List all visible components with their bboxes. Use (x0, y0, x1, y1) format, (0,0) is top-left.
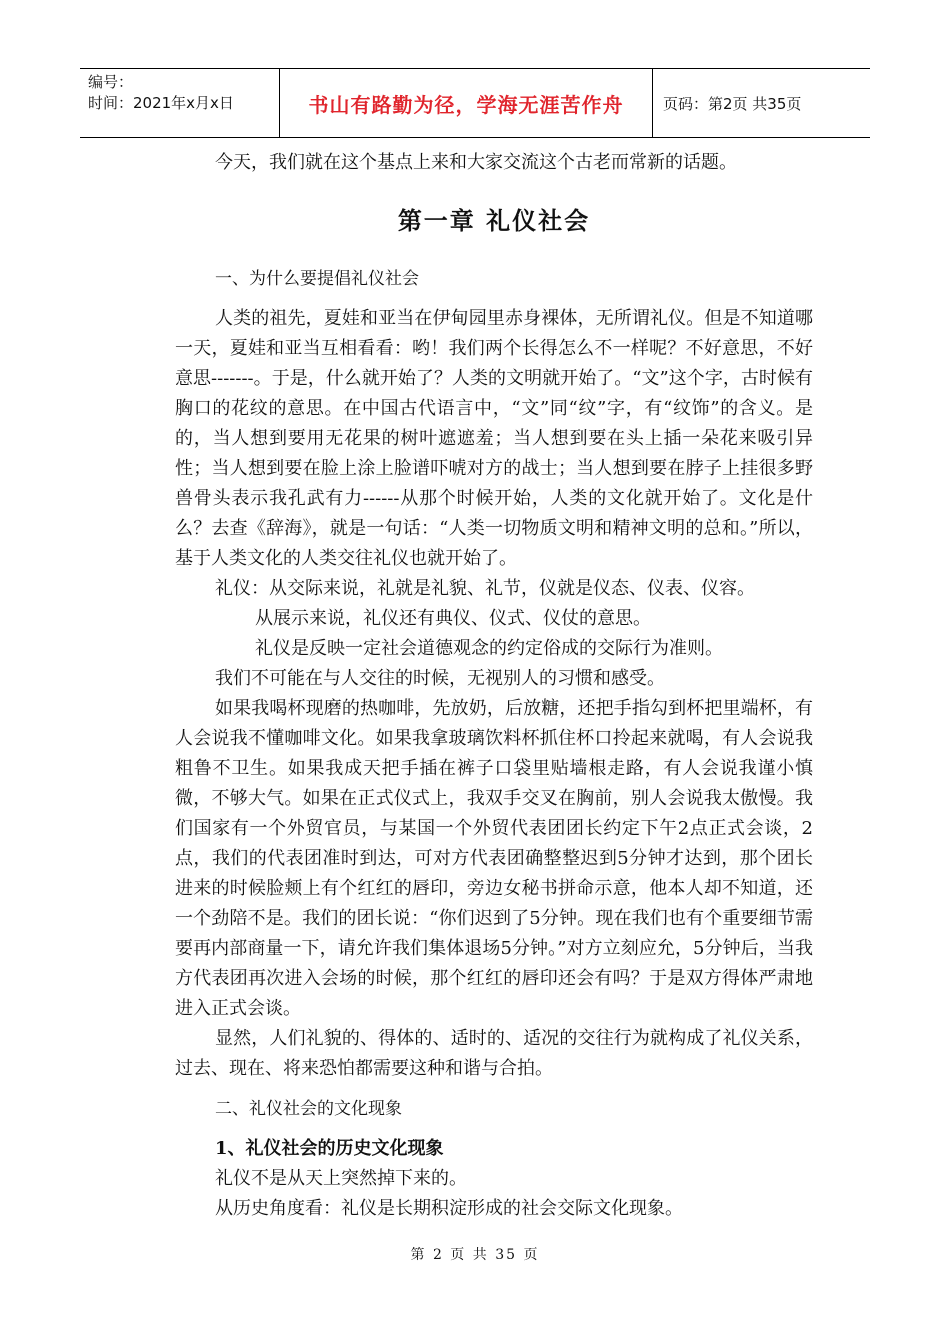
section-heading: 一、为什么要提倡礼仪社会 (215, 269, 419, 289)
document-body (175, 148, 813, 1224)
paragraph: 人类的祖先，夏娃和亚当在伊甸园里赤身裸体，无所谓礼仪。但是不知道哪一天，夏娃和亚当互相看看：哟！我们两个长得怎么不一样呢？不好意思，不好意思-------。于是，什么就开始了？人类的文明就开始了。“文”这个字，古时候有胸口的花纹的意思。在中国古代语言中，“文”同“纹”字，有“纹饰”的含义。是的，当人想到要用无花果的树叶遮遮羞；当人想到要在头上插一朵花来吸引异性；当人想到要在脸上涂上脸谱吓唬对方的战士；当人想到要在脖子上挂很多野兽骨头表示我孔武有力------从那个时候开始，人类的文化就开始了。文化是什么？去查《辞海》，就是一句话：“人类一切物质文明和精神文明的总和。”所以，基于人类文化的人类交往礼仪也就开始了。 (175, 308, 813, 569)
definition-line: 礼仪：从交际来说，礼就是礼貌、礼节，仪就是仪态、仪表、仪容。 (215, 578, 755, 599)
paragraph: 如果我喝杯现磨的热咖啡，先放奶，后放糖，还把手指勾到杯把里端杯，有人会说我不懂咖啡文化。如果我拿玻璃饮料杯抓住杯口拎起来就喝，有人会说我粗鲁不卫生。如果我成天把手插在裤子口袋里贴墙根走路，有人会说我谨小慎微，不够大气。如果在正式仪式上，我双手交叉在胸前，别人会说我太傲慢。我们国家有一个外贸官员，与某国一个外贸代表团团长约定下午2点正式会谈，2点，我们的代表团准时到达，可对方代表团确整整迟到5分钟才达到，那个团长进来的时候脸颊上有个红红的唇印，旁边女秘书拼命示意，他本人却不知道，还一个劲陪不是。我们的团长说：“你们迟到了5分钟。现在我们也有个重要细节需要再内部商量一下，请允许我们集体退场5分钟。”对方立刻应允，5分钟后，当我方代表团再次进入会场的时候，那个红红的唇印还会有吗？于是双方得体严肃地进入正式会谈。 (175, 698, 813, 1019)
number-label: 编号： (88, 73, 134, 91)
paragraph: 显然，人们礼貌的、得体的、适时的、适况的交往行为就构成了礼仪关系，过去、现在、将来恐怕都需要这种和谐与合拍。 (175, 1028, 813, 1079)
intro-paragraph: 今天，我们就在这个基点上来和大家交流这个古老而常新的话题。 (215, 152, 737, 173)
paragraph: 从历史角度看：礼仪是长期积淀形成的社会交际文化现象。 (215, 1198, 683, 1219)
section-heading: 二、礼仪社会的文化现象 (215, 1099, 402, 1119)
subsection-heading: 1、礼仪社会的历史文化现象 (215, 1138, 444, 1159)
chapter-title: 第一章 礼仪社会 (397, 206, 591, 235)
header-page-info: 页码：第2页 共35页 (663, 94, 802, 113)
header-meta (80, 69, 280, 137)
header-motto: 书山有路勤为径，学海无涯苦作舟 (280, 69, 653, 137)
definition-line: 从展示来说，礼仪还有典仪、仪式、仪仗的意思。 (255, 608, 651, 629)
page-header (80, 68, 870, 138)
paragraph: 我们不可能在与人交往的时候，无视别人的习惯和感受。 (215, 668, 665, 689)
page-footer: 第 2 页 共 35 页 (410, 1247, 540, 1263)
paragraph: 礼仪不是从天上突然掉下来的。 (215, 1168, 467, 1189)
date-line: 时间：2021年x月x日 (88, 94, 234, 112)
definition-line: 礼仪是反映一定社会道德观念的约定俗成的交际行为准则。 (255, 638, 723, 659)
